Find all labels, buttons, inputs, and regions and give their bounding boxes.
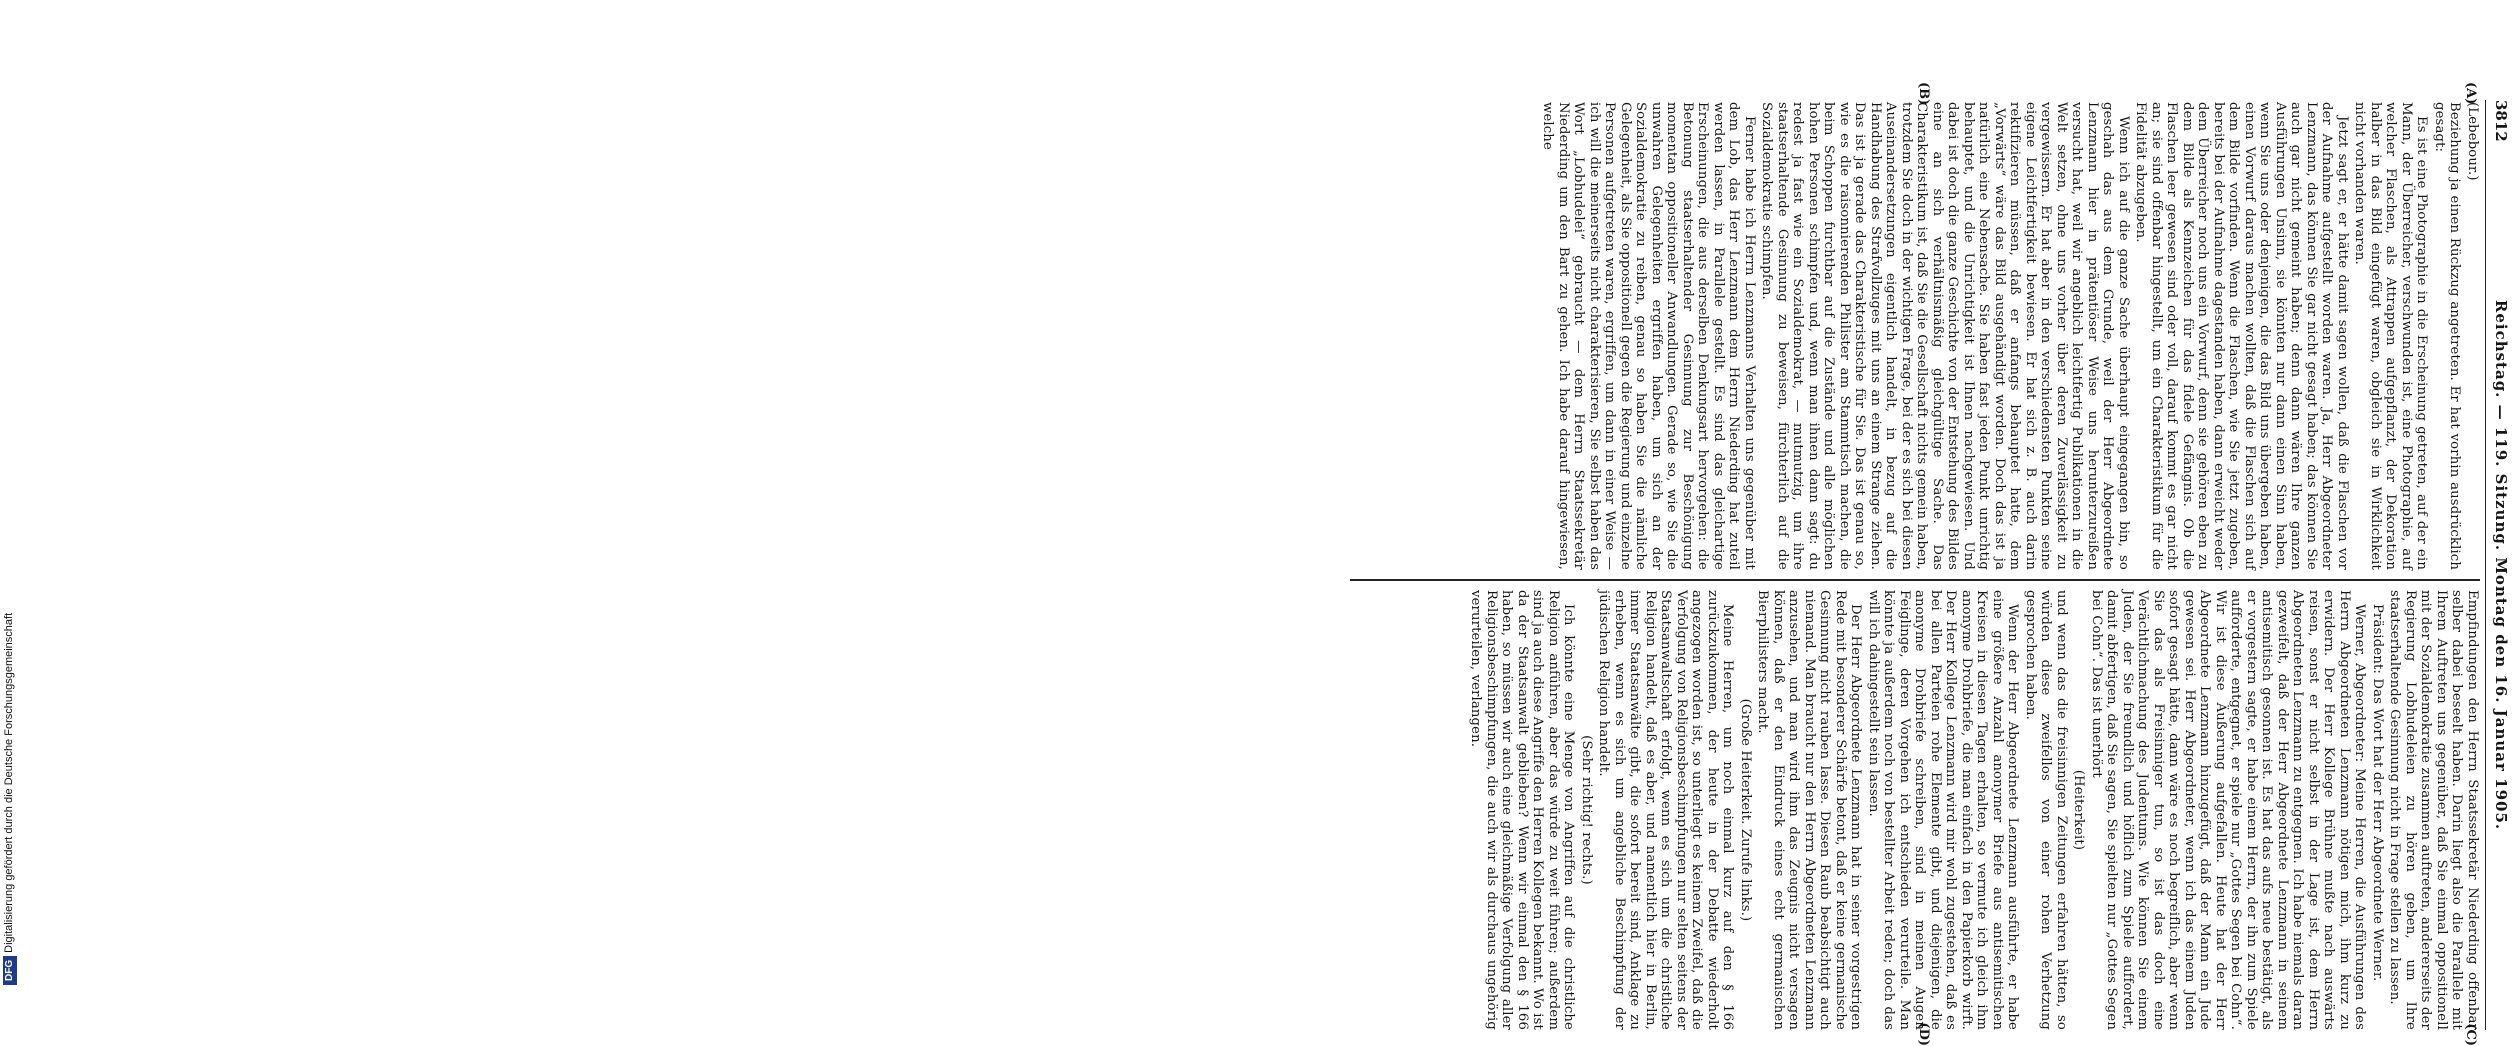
paragraph: (Heiterkeit) (2071, 769, 2087, 851)
paragraph: Beziehung ja einen Rückzug angetreten. Er hat vorhin ausdrücklich gesagt: (2432, 102, 2463, 570)
dfg-logo: DFG (3, 956, 17, 985)
funding-note (2, 0, 22, 993)
paragraph: Ferner habe ich Herrn Lenzmanns Verhalten uns gegenüber mit dem Lob, das Herr Lenzmann dem Herrn Niederding hat zuteil werden lassen, in Parallele gestellt. Es sind das gleichartige Erscheinungen, die aus derselben Denkungsart hervorgehen: die Betonung staatserhaltender Gesinnung zur Beschönigung momentan oppositioneller Anwandlungen. Gerade so, wie Sie die unwahren Gelegenheiten ergriffen haben, um sich an der Sozialdemokratie zu reiben, genau so haben Sie die nämliche Gelegenheit, als Sie oppositionell gegen die Regierung und einzelne Personen aufgetreten waren, ergriffen, um dann in einer Weise — ich will die meinerseits nicht charakterisieren, Sie selbst haben das Wort „Lobhudelei“ gebraucht — dem Herrn Staatssekretär Niederding um den Bart zu gehen. Ich habe darauf hingewiesen, welche (1540, 102, 1757, 570)
newspaper-page (1338, 80, 2516, 1046)
session-title: Reichstag. — 119. Sitzung. Montag den 16. Januar 1905. (2492, 299, 2510, 831)
running-head (2485, 100, 2512, 1030)
margin-mark-d: (D) (1916, 1022, 1931, 1046)
paragraph: Empfindungen den Herrn Staatssekretär Niederding offenbar selber dabei beseelt haben. Darin liegt also die Parallele mit Ihrem Auftreten uns gegenüber, daß Sie einmal oppositionell mit der Sozialdemokratie zusammen auftreten, andererseits der Regierung Lobhudeleien zu hören geben, um Ihre staatserhaltende Gesinnung nicht in Frage stellen zu lassen. (2387, 590, 2480, 1030)
paragraph: (Große Heiterkeit. Zurufe links.) (1738, 698, 1753, 922)
paragraph: (Sehr richtig! rechts.) (1579, 735, 1594, 885)
paragraph: Wenn ich auf die ganze Sache überhaupt eingegangen bin, so geschah das aus dem Grunde, weil der Herr Abgeordnete Lenzmann hier in prätentiöser Weise uns herunterzureißen versucht hat, weil wir angeblich leichtfertig Publikationen in die Welt setzen, ohne uns vorher über deren Zuverlässigkeit zu vergewissern. Er hat aber in den verschiedensten Punkten seine eigene Leichtfertigkeit bewiesen. Er hat sich z. B. auch darin rektifizieren müssen, daß er anfangs behauptet hatte, dem „Vorwärts“ wäre das Bild ausgehändigt worden. Doch das ist ja natürlich eine Nebensache. Sie haben fast jeden Punkt unrichtig behauptet, und die Unrichtigkeit ist Ihnen nachgewiesen. Und dabei ist doch die ganze Geschichte von der Entstehung des Bildes eine an sich verhältnismäßig gleichgültige Sache. Das Charakteristikum ist, daß Sie die Gesellschaft nichts gemein haben, trotzdem Sie doch in der wichtigen Frage, bei der es sich bei diesen Auseinandersetzungen eigentlich handelt, in bezug auf die Handhabung des Strafvollzuges mit uns an einem Strange ziehen. Das ist ja gerade das Charakteristische für Sie. Das ist genau so, wie es die raisonnierenden Philister am Stammtisch machen, die beim Schoppen furchtbar auf die Zustände und alle möglichen hohen Personen schimpfen und, wenn man ihnen dann sagt: du redest ja fast wie ein Sozialdemokrat, — mutmutzig, um ihre staatserhaltende Gesinnung zu beweisen, fürchterlich auf die Sozialdemokratie schimpfen. (1759, 102, 2131, 570)
paragraph: Ich könnte eine Menge von Angriffen auf die christliche Religion anführen, aber das würde zu weit führen; außerdem sind ja auch diese Angriffe den Herren Kollegen bekannt. Wo ist da der Staatsanwalt geblieben? Wenn wir einmal den § 166 haben, so müssen wir auch eine gleichmäßige Verfolgung aller Religionsbeschimpfungen, die auch wir als durchaus ungehörig verurteilen, verlangen. (1468, 590, 1577, 1030)
paragraph: Präsident: Das Wort hat der Herr Abgeordnete Werner. (2370, 604, 2385, 982)
paragraph: Wenn der Herr Abgeordnete Lenzmann ausführte, er habe eine größere Anzahl anonymer Briefe aus antisemitischen Kreisen in diesen Tagen erhalten, so vermute ich gleich ihm anonyme Drohbriefe, die man einfach in den Papierkorb wirft. Der Herr Kollege Lenzmann wird mir wohl zugestehen, daß es bei allen Parteien rohe Elemente gibt, und diejenigen, die anonyme Drohbriefe schreiben, sind in meinen Augen Feiglinge, deren Vorgehen ich entschieden verurteile. Man könnte ja außerdem noch von bestellter Arbeit reden; doch das will ich dahingestellt sein lassen. (1866, 590, 2021, 1030)
margin-mark-b: (B) (1916, 82, 1931, 106)
paragraph: Meine Herren, um noch einmal kurz auf den § 166 zurückzukommen, der heute in der Debatte wiederholt angezogen worden ist, so unterliegt es keinem Zweifel, daß die Verfolgung von Religionsbeschimpfungen nur selten seitens der Staatsanwaltschaft erfolgt, wenn es sich um die christliche Religion handelt, daß es aber, und namentlich hier in Berlin, immer Staatsanwälte gibt, die sofort bereit sind, Anklage zu erheben, wenn es sich um angebliche Beschimpfung der jüdischen Religion handelt. (1596, 590, 1736, 1030)
paragraph: Werner, Abgeordneter: Meine Herren, die Ausführungen des Herrn Abgeordneten Lenzmann nötigen mich, ihm kurz zu erwidern. Der Herr Kollege Brühne mußte nach auswärts reisen, sonst er nicht selbst in der Lage ist, dem Herrn Abgeordneten Lenzmann zu entgegnen. Ich habe niemals daran gezweifelt, daß der Herr Abgeordnete Lenzmann in seinem antisemitisch gesonnen ist. Es hat das aufs neue bestätigt, als er vorgestern sagte, er habe einem Herrn, der ihn zum Spiele aufforderte, entgegnet, er spiele nur „Gottes Segen bei Cohn“. Wir ist diese Äußerung aufgefallen. Heute hat der Herr Abgeordnete Lenzmann hinzugefügt, daß der Mann ein Jude gewesen sei. Herr Abgeordneter, wenn ich das einem Juden sofort gesagt hätte, dann wäre es noch begreiflich, aber wenn Sie das als Freisinniger tun, so ist das doch eine Verächtlichmachung des Judentums. Wie können Sie einem Juden, der Sie freundlich und höflich zum Spiele auffordert, damit abfertigen, daß Sie sagen, Sie spielten nur „Gottes Segen bei Cohn“. Das ist unerhört (2089, 590, 2368, 1030)
funding-text: Digitalisierung gefördert durch die Deutsche Forschungsgemeinschaft (3, 612, 15, 953)
margin-mark-c: (C) (2463, 1023, 2478, 1046)
paragraph: Der Herr Abgeordnete Lenzmann hat in seiner vorgestrigen Rede mit besonderer Schärfe betont, daß er keine germanische Gesinnung nicht rauben lasse. Diesen Raub beabsichtigt auch niemand. Man braucht nur den Herrn Abgeordneten Lenzmann anzusehen, und man wird ihm das Zeugnis nicht versagen können, daß er den Eindruck eines echt germanischen Bierphilisters macht. (1755, 590, 1864, 1030)
margin-mark-a: (A) (2463, 82, 2478, 105)
right-column (1346, 590, 2480, 1030)
column-rule (1350, 579, 2480, 581)
paragraph: Es ist eine Photographie in die Erscheinung getreten, auf der ein Mann, der Überreicher, verschwunden ist, eine Photographie, auf welcher Flaschen, als Attrappen aufgepflanzt, der Dekoration halber in das Bild eingefügt waren, obgleich sie in Wirklichkeit nicht vorhanden waren. (2352, 102, 2430, 570)
paragraph: (Lebebour.) (2465, 102, 2480, 181)
left-column (1346, 102, 2480, 570)
paragraph: Jetzt sagt er, er hätte damit sagen wollen, daß die Flaschen vor der Aufnahme aufgestellt worden waren. Ja, Herr Abgeordneter Lenzmann, das können Sie gar nicht gesagt haben; das können Sie auch gar nicht gemeint haben; denn dann wären Ihre ganzen Ausführungen Unsinn, sie könnten nur dann einen Sinn haben, wenn Sie uns oder denjenigen, die das Bild uns übergeben haben, einen Vorwurf daraus machen wollten, daß die Flaschen sich auf dem Bilde vorfinden. Wenn die Flaschen, wie Sie jetzt zugeben, bereits bei der Aufnahme dagestanden haben, dann erweicht weder dem Überreicher noch uns ein Vorwurf, denn sie gehören eben zu dem Bilde als Kennzeichen für das fidele Gefängnis. Ob die Flaschen leer gewesen sind oder voll, darauf kommt es gar nicht an; sie sind offenbar hingestellt, um ein Charakteristikum für die Fidelität abzugeben. (2133, 102, 2350, 570)
page-number: 3812 (2492, 100, 2510, 142)
paragraph: und wenn das die freisinnigen Zeitungen erfahren hätten, so würden diese zweifellos von einer rohen Verhetzung gesprochen haben. (2023, 590, 2069, 1030)
